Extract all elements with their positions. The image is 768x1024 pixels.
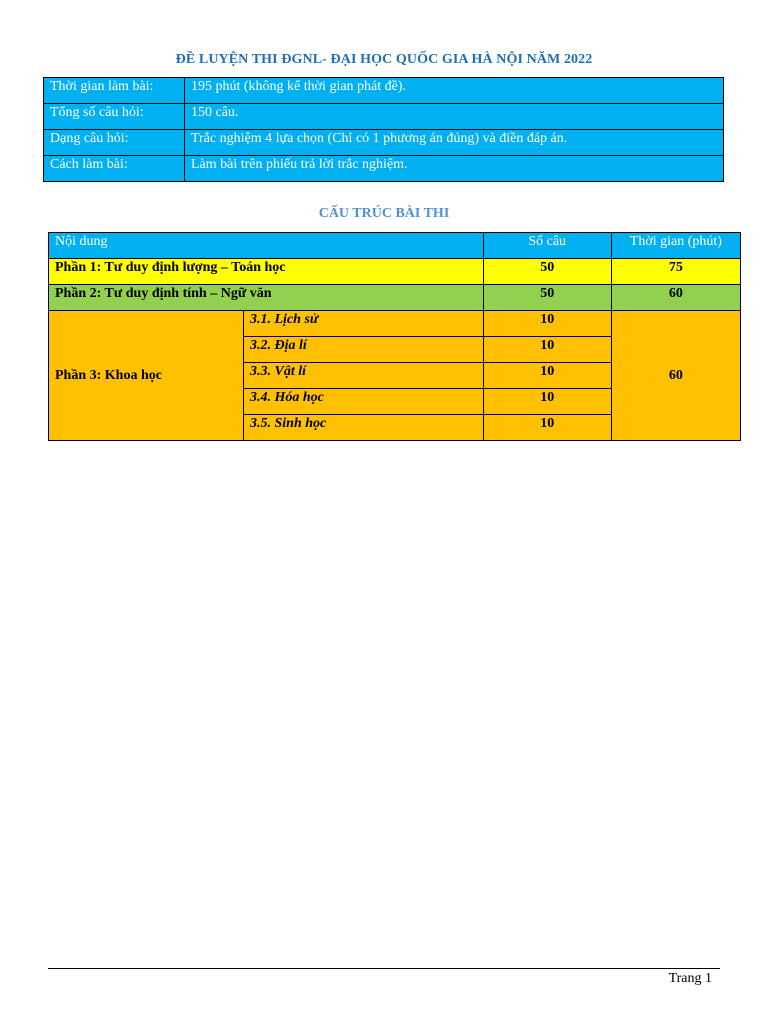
table-row-part3-history	[49, 311, 741, 337]
subject-name: 3.2. Địa lí	[244, 337, 484, 363]
structure-title: CẤU TRÚC BÀI THI	[318, 206, 450, 221]
info-label: Tổng số câu hỏi:	[44, 104, 185, 130]
part1-name: Phần 1: Tư duy định lượng – Toán học	[49, 259, 484, 285]
info-label: Dạng câu hỏi:	[44, 130, 185, 156]
part2-count: 50	[483, 285, 611, 311]
subject-count: 10	[483, 363, 611, 389]
part1-time: 75	[611, 259, 740, 285]
subject-count: 10	[483, 389, 611, 415]
info-value: 195 phút (không kể thời gian phát đề).	[185, 78, 724, 104]
part1-count: 50	[483, 259, 611, 285]
document-title: ĐỀ LUYỆN THI ĐGNL- ĐẠI HỌC QUỐC GIA HÀ NỘI NĂM 2022	[175, 52, 593, 67]
info-row-total-questions	[44, 104, 724, 130]
part2-name: Phần 2: Tư duy định tính – Ngữ văn	[49, 285, 484, 311]
header-content: Nội dung	[49, 233, 484, 259]
info-label: Cách làm bài:	[44, 156, 185, 182]
page-number: Trang 1	[668, 971, 712, 986]
exam-structure-table	[48, 232, 741, 441]
part3-name: Phần 3: Khoa học	[49, 311, 244, 441]
info-row-method	[44, 156, 724, 182]
info-label: Thời gian làm bài:	[44, 78, 185, 104]
footer-divider	[48, 968, 720, 969]
table-header-row	[49, 233, 741, 259]
info-value: Trắc nghiệm 4 lựa chọn (Chỉ có 1 phương án đúng) và điền đáp án.	[185, 130, 724, 156]
subject-name: 3.4. Hóa học	[244, 389, 484, 415]
info-row-question-type	[44, 130, 724, 156]
header-count: Số câu	[483, 233, 611, 259]
header-time: Thời gian (phút)	[611, 233, 740, 259]
info-row-duration	[44, 78, 724, 104]
table-row-part2	[49, 285, 741, 311]
part2-time: 60	[611, 285, 740, 311]
subject-name: 3.1. Lịch sử	[244, 311, 484, 337]
subject-count: 10	[483, 311, 611, 337]
subject-name: 3.3. Vật lí	[244, 363, 484, 389]
table-row-part1	[49, 259, 741, 285]
subject-count: 10	[483, 415, 611, 441]
info-value: 150 câu.	[185, 104, 724, 130]
subject-name: 3.5. Sinh học	[244, 415, 484, 441]
exam-info-table	[43, 77, 724, 182]
info-value: Làm bài trên phiếu trả lời trắc nghiệm.	[185, 156, 724, 182]
subject-count: 10	[483, 337, 611, 363]
part3-time: 60	[611, 311, 740, 441]
